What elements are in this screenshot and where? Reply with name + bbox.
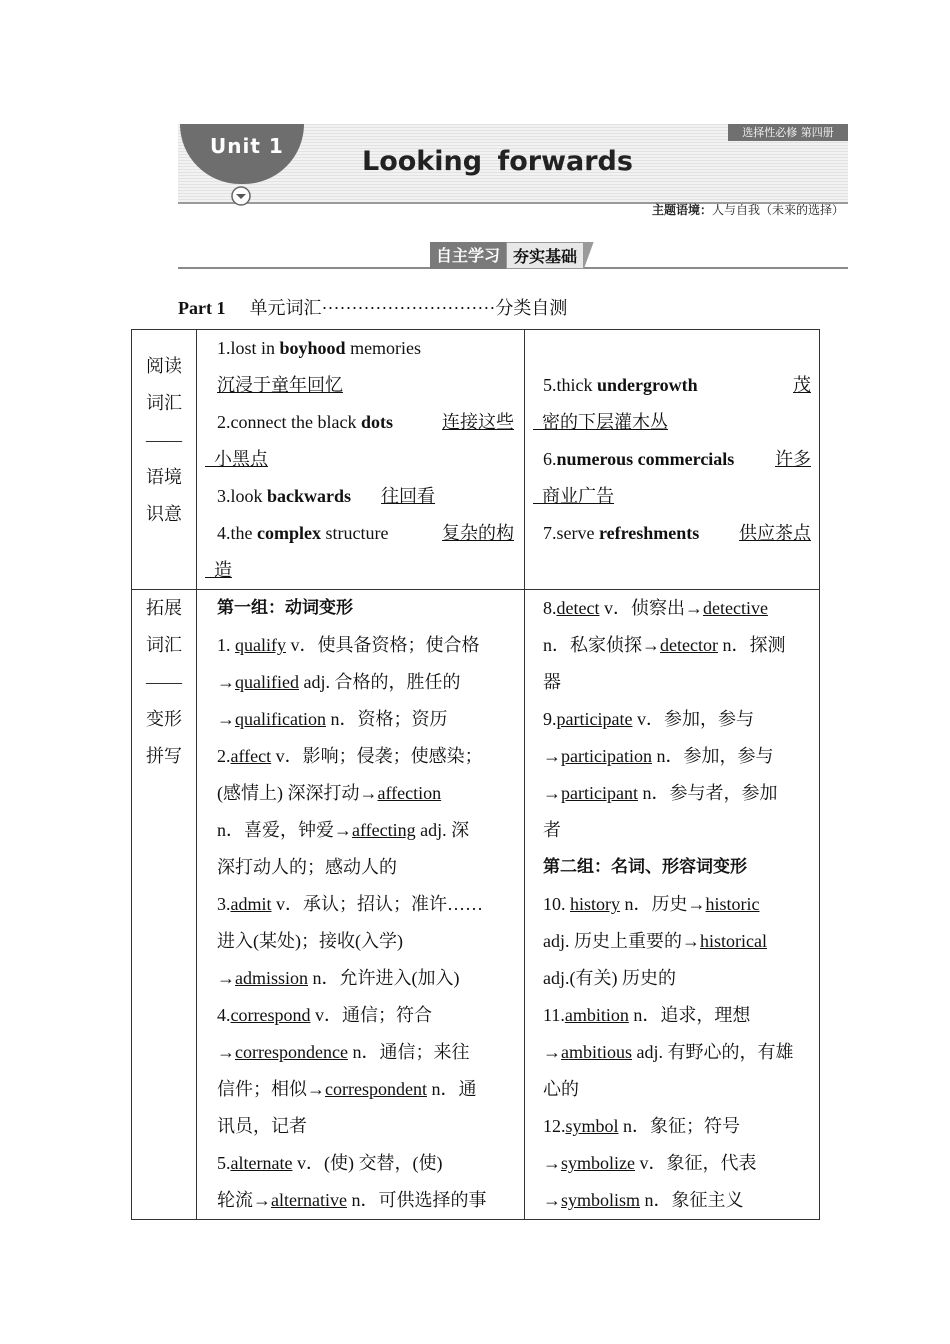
group-title: 第一组：动词变形 <box>217 598 353 618</box>
vocab-line: 器 <box>543 672 561 692</box>
vocab-line: 8.detect v．侦察出→detective <box>543 598 768 618</box>
vocab-line: 2.connect the black dots 连接这些 <box>217 412 514 432</box>
vocab-answer: 密的下层灌木丛 <box>542 412 668 432</box>
vocab-line: →correspondence n．通信；来往 <box>217 1042 470 1062</box>
vocab-line: 者 <box>543 820 561 840</box>
section-left: 自主学习 <box>430 242 506 269</box>
vocab-line: 心的 <box>543 1079 579 1099</box>
vocab-line: 进入(某处)；接收(入学) <box>217 931 403 951</box>
vocab-line: 深打动人的；感动人的 <box>217 857 397 877</box>
cat-text: 变形 <box>146 709 182 729</box>
table-row <box>132 330 820 590</box>
vocab-line: →participant n．参与者，参加 <box>543 783 778 803</box>
reading-right-cell <box>525 330 820 590</box>
vocab-line: 9.participate v．参加，参与 <box>543 709 754 729</box>
cat-text: 拼写 <box>146 746 182 766</box>
cat-text: 语境 <box>146 467 182 487</box>
vocab-line: 2.affect v．影响；侵袭；使感染； <box>217 746 483 766</box>
vocab-line: →admission n．允许进入(加入) <box>217 968 460 988</box>
vocab-line: adj. 历史上重要的→historical <box>543 931 767 951</box>
section-badge <box>430 242 598 269</box>
category-expand <box>132 590 197 1220</box>
vocab-line: 5.thick undergrowth 茂 <box>543 375 811 395</box>
unit-label: Unit 1 <box>210 134 284 158</box>
unit-title: Looking forwards <box>362 146 633 177</box>
vocab-line: →symbolism n．象征主义 <box>543 1190 744 1210</box>
category-reading <box>132 330 197 590</box>
vocab-table <box>131 329 820 1220</box>
vocab-line: 5.alternate v．(使) 交替，(使) <box>217 1153 443 1173</box>
cat-text: 阅读 <box>146 356 182 376</box>
vocab-line: →participation n．参加，参与 <box>543 746 774 766</box>
vocab-answer: 沉浸于童年回忆 <box>217 375 343 395</box>
vocab-line: 轮流→alternative n．可供选择的事 <box>217 1190 487 1210</box>
vocab-line: adj.(有关) 历史的 <box>543 968 676 988</box>
expand-left-cell <box>197 590 525 1220</box>
series-label: 选择性必修 第四册 <box>728 124 848 141</box>
vocab-line: 4.correspond v．通信；符合 <box>217 1005 432 1025</box>
vocab-line: 3.look backwards 往回看 <box>217 486 436 506</box>
vocab-line: 10. history n．历史→historic <box>543 894 760 914</box>
vocab-line: 7.serve refreshments 供应茶点 <box>543 523 811 543</box>
vocab-line: →symbolize v．象征，代表 <box>543 1153 757 1173</box>
vocab-line: 6.numerous commercials 许多 <box>543 449 811 469</box>
vocab-line: (感情上) 深深打动→affection <box>217 783 442 803</box>
vocab-line: 12.symbol n．象征；符号 <box>543 1116 741 1136</box>
vocab-answer: 小黑点 <box>214 449 268 469</box>
vocab-line: 11.ambition n．追求，理想 <box>543 1005 751 1025</box>
cat-text: —— <box>146 672 182 692</box>
vocab-line: 1. qualify v．使具备资格；使合格 <box>217 635 480 655</box>
vocab-line: 3.admit v．承认；招认；准许…… <box>217 894 483 914</box>
cat-text: 词汇 <box>146 393 182 413</box>
group-title: 第二组：名词、形容词变形 <box>543 857 747 877</box>
part-label: Part 1 <box>178 298 226 318</box>
table-row <box>132 590 820 1220</box>
chevron-down-icon <box>231 186 251 206</box>
vocab-line: n．私家侦探→detector n．探测 <box>543 635 786 655</box>
vocab-line: n．喜爱，钟爱→affecting adj. 深 <box>217 820 470 840</box>
reading-left-cell <box>197 330 525 590</box>
theme-context <box>652 201 844 218</box>
expand-right-cell <box>525 590 820 1220</box>
part-heading <box>178 294 567 320</box>
vocab-line: 信件；相似→correspondent n．通 <box>217 1079 477 1099</box>
vocab-line: →qualified adj. 合格的，胜任的 <box>217 672 461 692</box>
cat-text: —— <box>146 430 182 450</box>
part-text: 单元词汇·····························分类自测 <box>249 298 568 318</box>
vocab-line: 讯员，记者 <box>217 1116 307 1136</box>
cat-text: 拓展 <box>146 598 182 618</box>
theme-label: 主题语境： <box>651 203 712 217</box>
section-right: 夯实基础 <box>506 242 584 269</box>
section-tail <box>584 242 598 269</box>
vocab-line: 1.lost in boyhood memories <box>217 338 422 358</box>
vocab-line: 4.the complex structure 复杂的构 <box>217 523 514 543</box>
theme-value: 人与自我（未来的选择） <box>711 203 844 217</box>
cat-text: 识意 <box>146 504 182 524</box>
vocab-answer: 商业广告 <box>542 486 614 506</box>
cat-text: 词汇 <box>146 635 182 655</box>
vocab-line: →ambitious adj. 有野心的，有雄 <box>543 1042 794 1062</box>
vocab-answer: 造 <box>214 560 232 580</box>
vocab-line: →qualification n．资格；资历 <box>217 709 448 729</box>
